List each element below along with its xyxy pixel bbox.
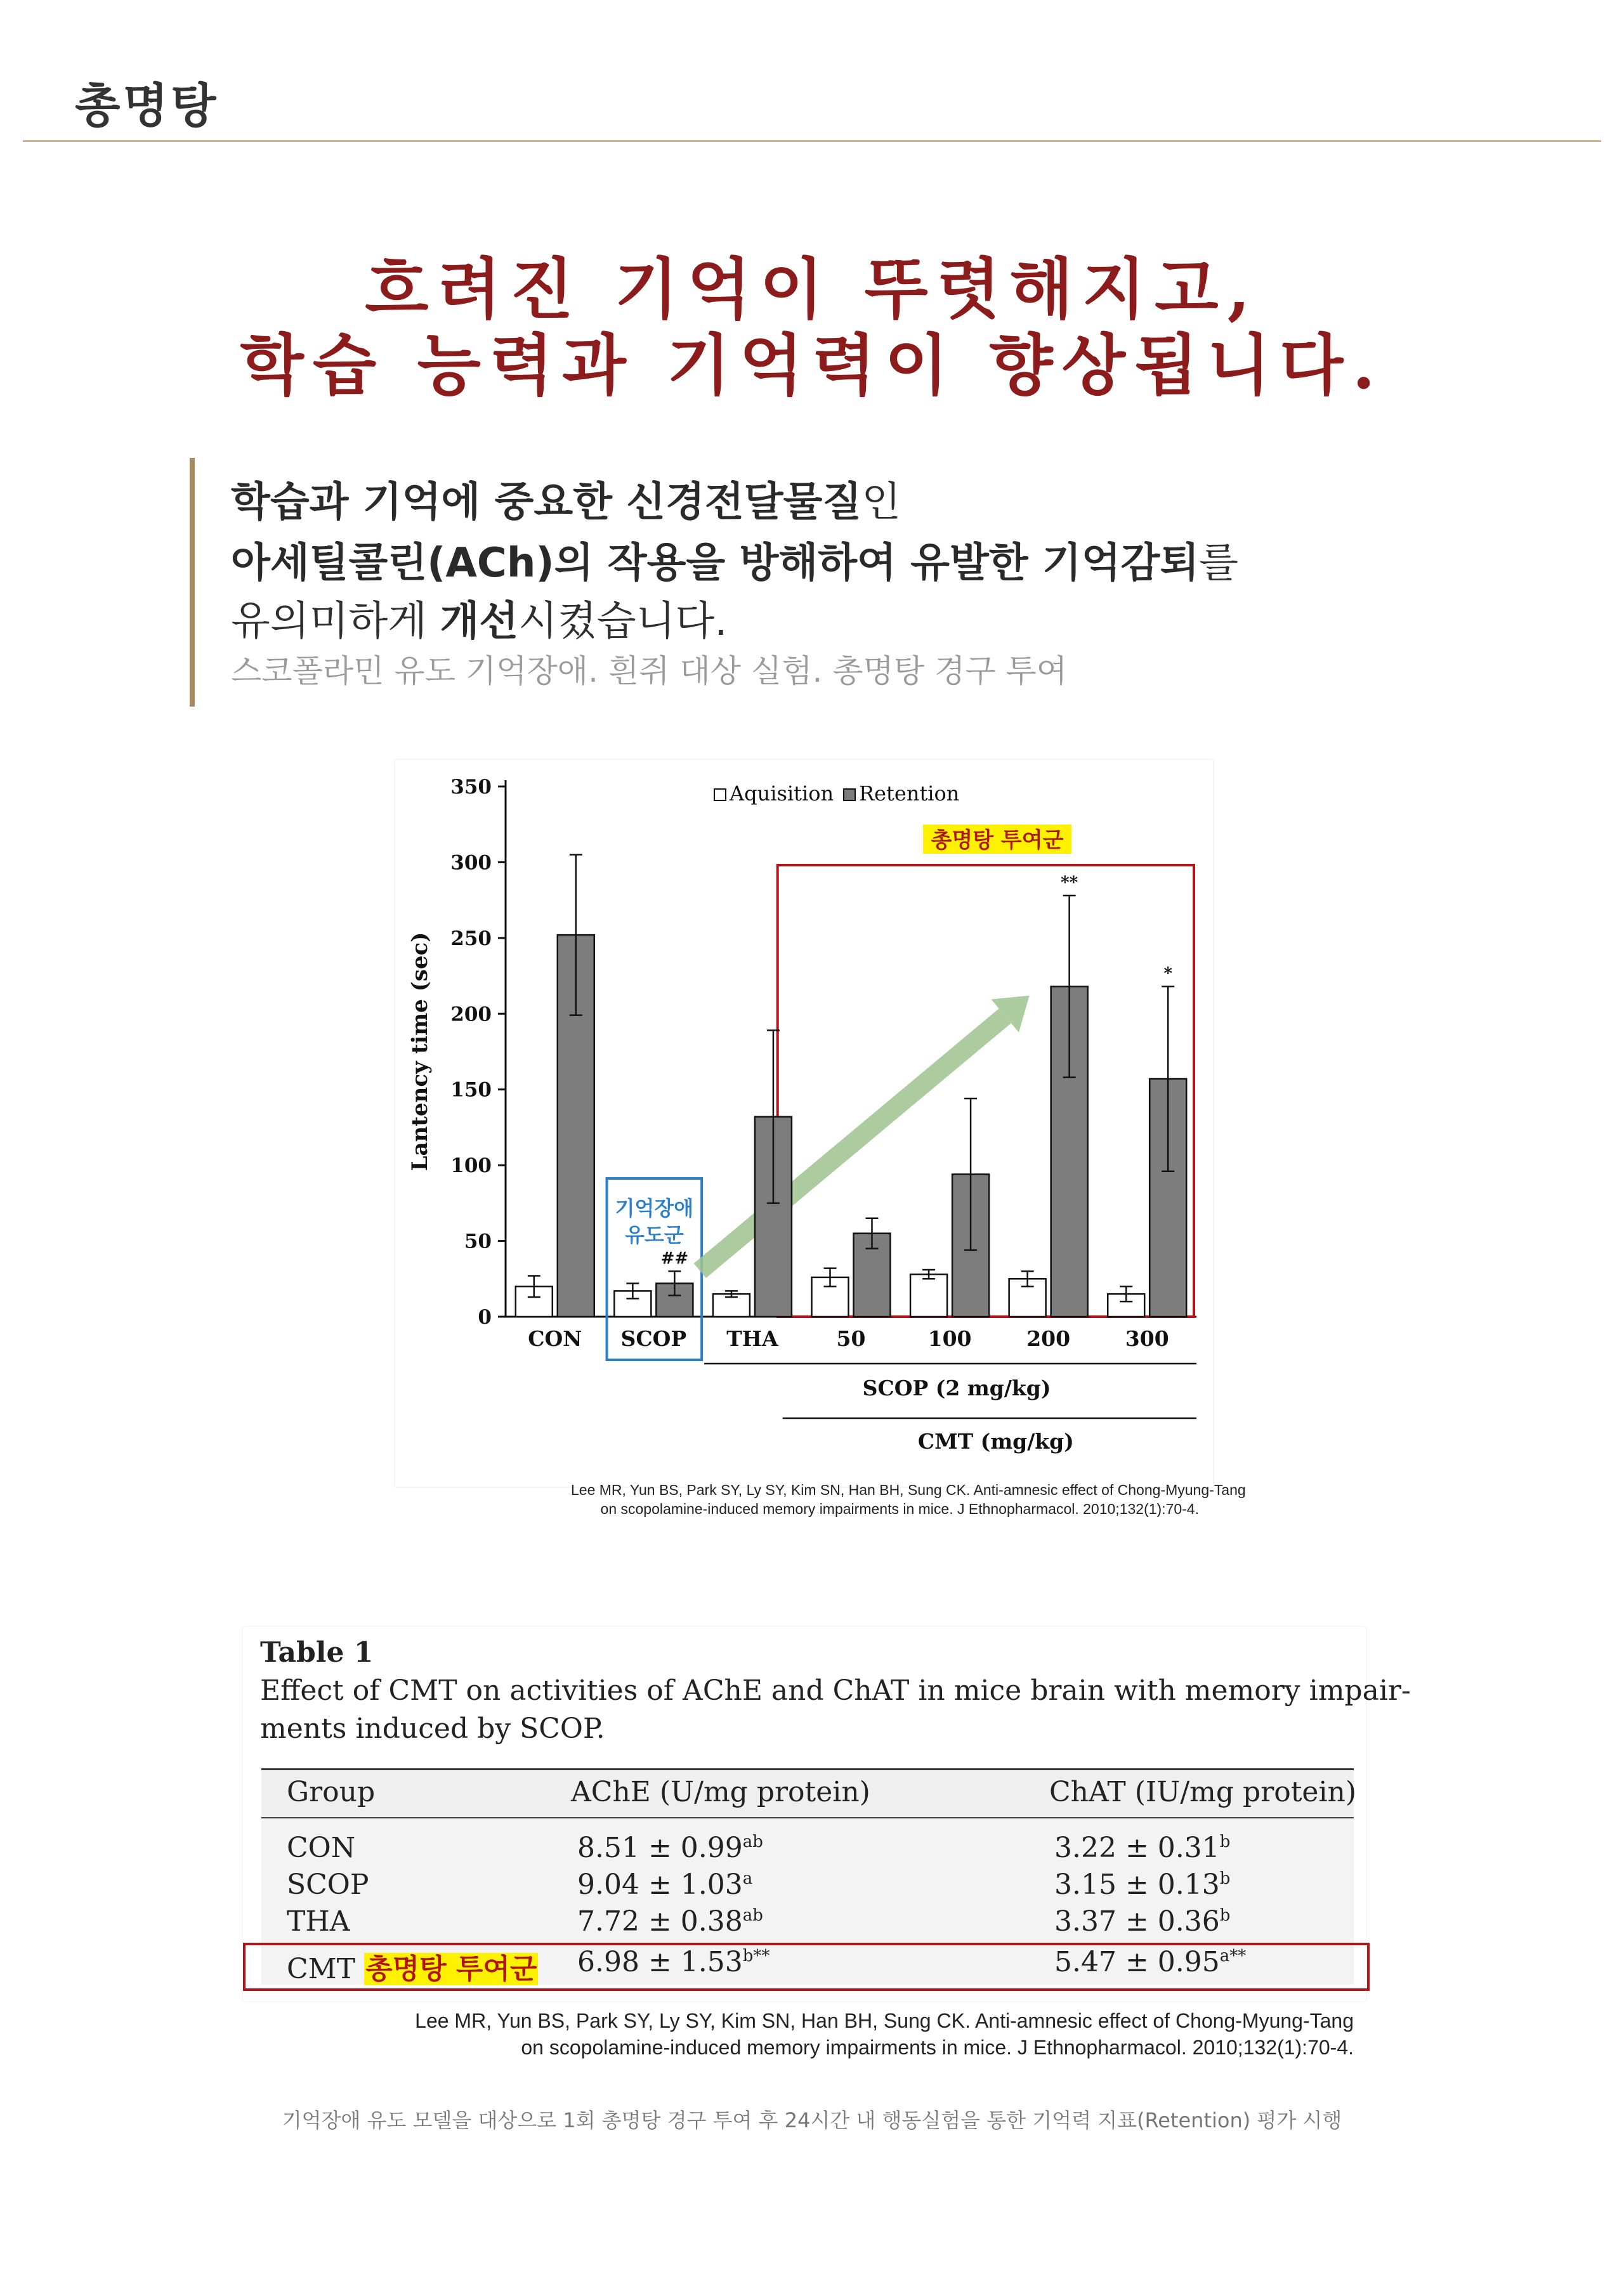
- scop-annotation-line-1: 기억장애: [615, 1196, 694, 1220]
- summary-line-2-bold: 아세틸콜린(ACh)의 작용을 방해하여 유발한 기억감퇴: [231, 540, 1200, 587]
- ache-superscript: a: [742, 1869, 753, 1888]
- summary-line-1: [231, 469, 901, 528]
- significance-mark: ##: [660, 1249, 689, 1269]
- quote-accent-bar: [190, 458, 195, 707]
- legend-swatch-retention: [844, 789, 855, 800]
- summary-line-2: [231, 530, 1238, 589]
- table-caption-line-2: ments induced by SCOP.: [260, 1712, 605, 1745]
- y-tick-label: 0: [478, 1306, 492, 1329]
- aquisition-bar: [910, 1274, 947, 1317]
- y-tick-label: 200: [450, 1003, 492, 1026]
- summary-line-1-bold: 학습과 기억에 중요한 신경전달물질: [231, 479, 862, 526]
- table-cell-ache: [577, 1869, 752, 1901]
- footnote: 기억장애 유도 모델을 대상으로 1회 총명탕 경구 투여 후 24시간 내 행동실험을 통한 기억력 지표(Retention) 평가 시행: [282, 2108, 1342, 2132]
- significance-mark: *: [1163, 964, 1173, 984]
- table-label: Table 1: [260, 1636, 374, 1669]
- summary-line-3-tail: 시켰습니다.: [518, 598, 728, 645]
- latency-bar-chart: [395, 760, 1213, 1487]
- ache-value: 8.51 ± 0.99: [577, 1832, 743, 1864]
- ache-superscript: ab: [742, 1906, 763, 1925]
- chart-citation-line-1: Lee MR, Yun BS, Park SY, Ly SY, Kim SN, Han BH, Sung CK. Anti-amnesic effect of Chong-Myung-Tang: [571, 1482, 1246, 1498]
- scop-group-label: SCOP (2 mg/kg): [862, 1376, 1051, 1400]
- table-header-chat: ChAT (IU/mg protein): [1049, 1776, 1357, 1808]
- y-tick-label: 150: [450, 1078, 492, 1102]
- legend-swatch-aquisition: [714, 789, 726, 800]
- ache-value: 7.72 ± 0.38: [577, 1905, 743, 1938]
- summary-line-2-tail: 를: [1199, 540, 1238, 587]
- ache-superscript: b**: [742, 1947, 770, 1966]
- chat-superscript: b: [1219, 1906, 1231, 1925]
- y-tick-label: 300: [450, 851, 492, 875]
- headline-line-2: 학습 능력과 기억력이 향상됩니다.: [240, 326, 1384, 404]
- x-tick-label: 100: [927, 1326, 972, 1351]
- ache-value: 6.98 ± 1.53: [577, 1946, 743, 1978]
- ache-value: 9.04 ± 1.03: [577, 1869, 743, 1901]
- cmt-row-highlight-box: [243, 1943, 1370, 1991]
- x-tick-label: THA: [726, 1326, 778, 1351]
- table-citation-line-1: Lee MR, Yun BS, Park SY, Ly SY, Kim SN, Han BH, Sung CK. Anti-amnesic effect of Chong-Myung-Tang: [415, 2009, 1354, 2032]
- chat-value: 3.37 ± 0.36: [1054, 1905, 1220, 1938]
- table-caption-line-1: Effect of CMT on activities of AChE and ChAT in mice brain with memory impair-: [260, 1674, 1411, 1707]
- chart-citation-line-2: on scopolamine-induced memory impairments in mice. J Ethnopharmacol. 2010;132(1):70-4.: [600, 1501, 1199, 1517]
- brand-title: 총명탕: [75, 79, 219, 133]
- table-header-group: Group: [287, 1776, 376, 1808]
- chat-superscript: a**: [1219, 1947, 1247, 1966]
- table-header-ache: AChE (U/mg protein): [571, 1776, 870, 1808]
- x-tick-label: 200: [1026, 1326, 1071, 1351]
- y-tick-label: 350: [450, 776, 492, 799]
- x-tick-label: 300: [1125, 1326, 1169, 1351]
- header-divider: [23, 140, 1601, 142]
- summary-line-1-tail: 인: [861, 479, 901, 526]
- summary-line-3-head: 유의미하게: [231, 598, 440, 645]
- y-axis-label: Lantency time (sec): [407, 932, 433, 1171]
- chat-superscript: b: [1219, 1832, 1231, 1851]
- chat-value: 5.47 ± 0.95: [1054, 1946, 1220, 1978]
- summary-line-3: [231, 589, 728, 647]
- table-cell-group: THA: [287, 1905, 350, 1938]
- summary-subnote: 스코폴라민 유도 기억장애. 흰쥐 대상 실험. 총명탕 경구 투여: [231, 653, 1068, 689]
- x-tick-label: 50: [836, 1326, 866, 1351]
- table-cell-ache: [577, 1905, 763, 1938]
- chat-value: 3.15 ± 0.13: [1054, 1869, 1220, 1901]
- table-cell-group: SCOP: [287, 1869, 369, 1901]
- table-citation-line-2: on scopolamine-induced memory impairments in mice. J Ethnopharmacol. 2010;132(1):70-4.: [521, 2036, 1354, 2059]
- table-cell-chat: [1054, 1869, 1230, 1901]
- cmt-annotation-label: 총명탕 투여군: [931, 828, 1064, 853]
- table-cell-chat: [1054, 1905, 1230, 1938]
- cmt-group-highlight: 총명탕 투여군: [365, 1953, 537, 1985]
- significance-mark: **: [1061, 873, 1078, 892]
- summary-line-3-bold: 개선: [440, 598, 519, 645]
- legend-label-aquisition: Aquisition: [730, 781, 834, 806]
- table-cell-chat: [1054, 1832, 1230, 1864]
- scop-annotation-line-2: 유도군: [624, 1223, 684, 1247]
- ache-superscript: ab: [742, 1832, 763, 1851]
- legend-label-retention: Retention: [859, 781, 960, 806]
- y-tick-label: 100: [450, 1154, 492, 1178]
- chat-value: 3.22 ± 0.31: [1054, 1832, 1220, 1864]
- cmt-group-label: CMT (mg/kg): [917, 1429, 1074, 1454]
- table-cell-group: CON: [287, 1832, 356, 1864]
- x-tick-label: CON: [528, 1326, 582, 1351]
- y-tick-label: 50: [464, 1230, 492, 1253]
- headline-line-1: 흐려진 기억이 뚜렷해지고,: [365, 250, 1259, 328]
- chat-superscript: b: [1219, 1869, 1231, 1888]
- x-tick-label: SCOP: [620, 1326, 687, 1351]
- cmt-group-name: CMT: [287, 1953, 356, 1985]
- y-tick-label: 250: [450, 927, 492, 950]
- table-cell-ache: [577, 1832, 763, 1864]
